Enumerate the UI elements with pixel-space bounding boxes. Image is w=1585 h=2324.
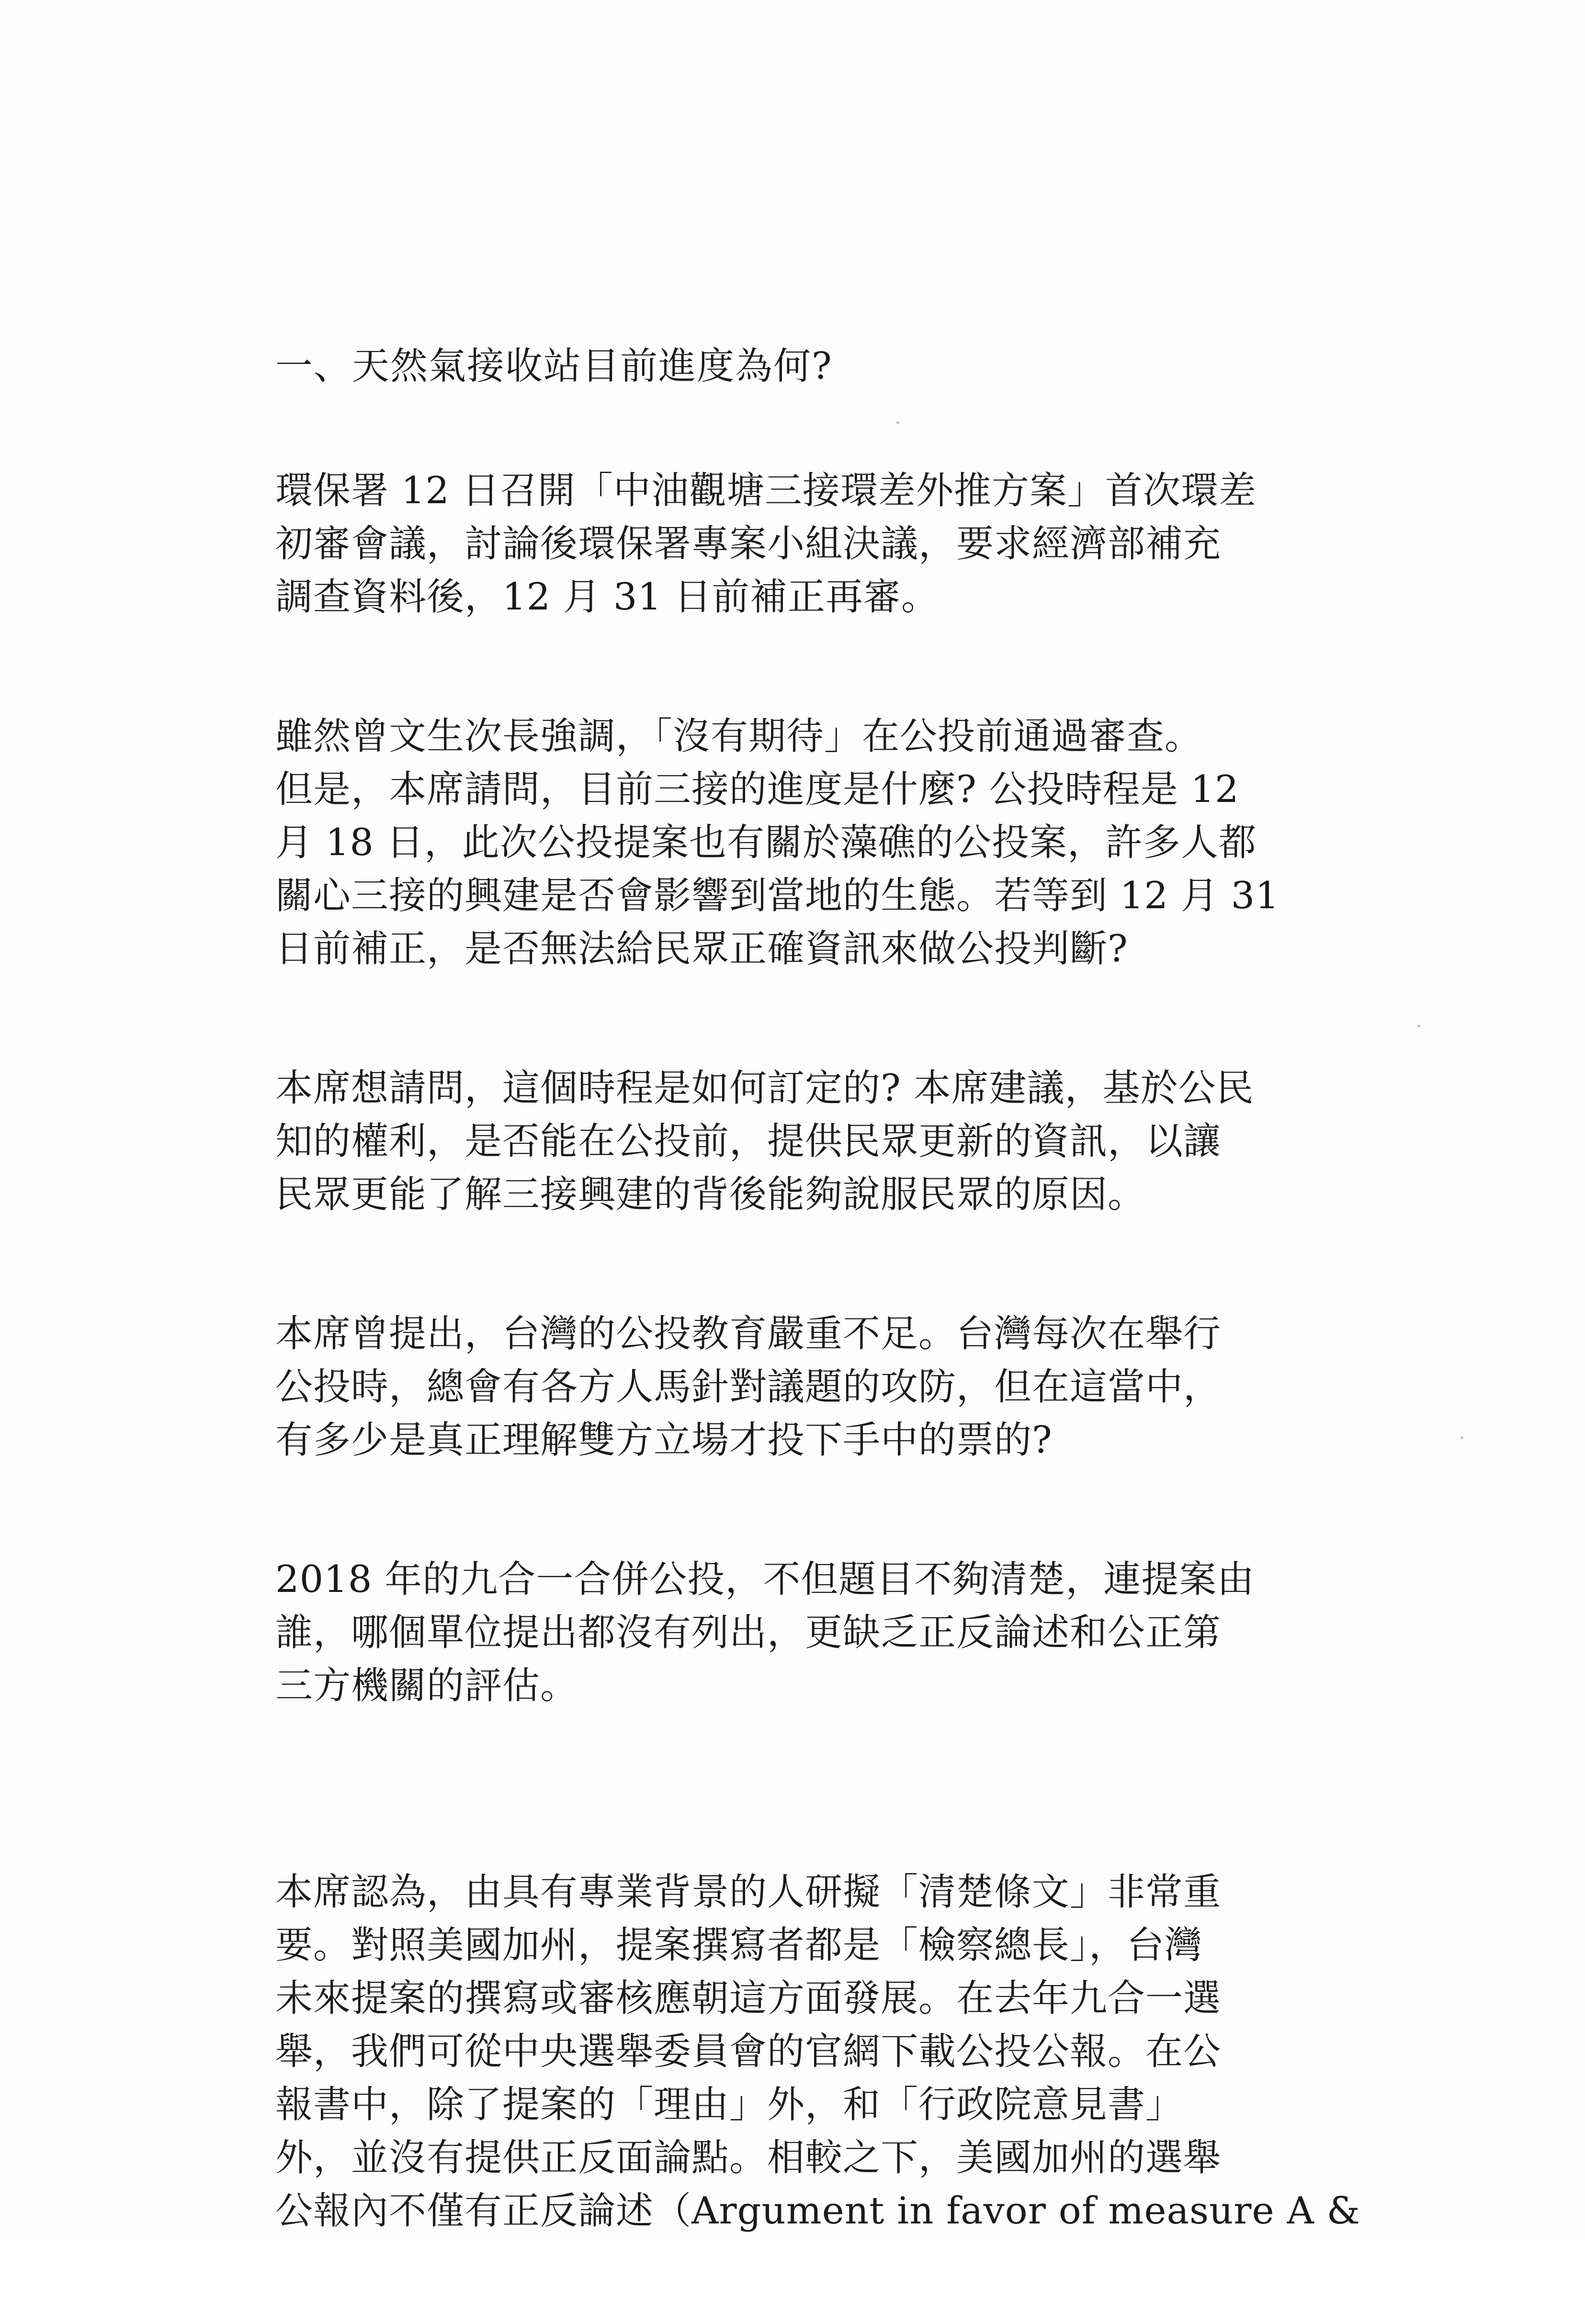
text-line: 三方機關的評估。 (275, 1664, 578, 1707)
text-line: 舉，我們可從中央選舉委員會的官網下載公投公報。在公 (275, 2030, 1222, 2073)
section-heading: 一、天然氣接收站目前進度為何? (275, 345, 833, 388)
text-line: 未來提案的撰寫或審核應朝這方面發展。在去年九合一選 (275, 1977, 1222, 2020)
text-line: 要。對照美國加州，提案撰寫者都是「檢察總長」，台灣 (275, 1924, 1203, 1967)
text-line: 本席認為，由具有專業背景的人研擬「清楚條文」非常重 (275, 1871, 1222, 1914)
scan-speck (1460, 1436, 1463, 1439)
text-line: 調查資料後，12 月 31 日前補正再審。 (275, 575, 939, 619)
text-line: 但是，本席請問，目前三接的進度是什麼? 公投時程是 12 (275, 768, 1239, 811)
text-line: 環保署 12 日召開「中油觀塘三接環差外推方案」首次環差 (275, 469, 1257, 512)
text-line: 外，並沒有提供正反面論點。相較之下，美國加州的選舉 (275, 2136, 1222, 2179)
text-line: 有多少是真正理解雙方立場才投下手中的票的? (275, 1419, 1053, 1462)
text-line: 關心三接的興建是否會影響到當地的生態。若等到 12 月 31 (275, 874, 1279, 917)
text-line: 民眾更能了解三接興建的背後能夠說服民眾的原因。 (275, 1173, 1146, 1216)
document-body (275, 340, 1377, 2324)
text-line: 雖然曾文生次長強調，「沒有期待」在公投前通過審查。 (275, 715, 1203, 758)
text-line: 2018 年的九合一合併公投，不但題目不夠清楚，連提案由 (275, 1558, 1255, 1601)
paragraph-5 (275, 1553, 1377, 1713)
paragraph-3 (275, 1062, 1377, 1221)
text-line: 月 18 日，此次公投提案也有關於藻礁的公投案，許多人都 (275, 821, 1257, 864)
text-line: 知的權利，是否能在公投前，提供民眾更新的資訊，以讓 (275, 1120, 1222, 1163)
text-line: 誰，哪個單位提出都沒有列出，更缺乏正反論述和公正第 (275, 1611, 1222, 1654)
text-line: 公報內不僅有正反論述（Argument in favor of measure A & (275, 2189, 1361, 2233)
paragraph-2 (275, 710, 1377, 976)
scan-speck (1417, 1025, 1420, 1027)
paragraph-6 (275, 1866, 1377, 2238)
text-line: 初審會議，討論後環保署專案小組決議，要求經濟部補充 (275, 522, 1222, 565)
text-line: 日前補正，是否無法給民眾正確資訊來做公投判斷? (275, 927, 1128, 970)
text-line: 本席想請問，這個時程是如何訂定的? 本席建議，基於公民 (275, 1067, 1254, 1110)
text-line: 本席曾提出，台灣的公投教育嚴重不足。台灣每次在舉行 (275, 1312, 1222, 1355)
paragraph-1 (275, 464, 1377, 624)
text-line: 公投時，總會有各方人馬針對議題的攻防，但在這當中， (275, 1365, 1222, 1409)
paragraph-4 (275, 1308, 1377, 1467)
text-line: 報書中，除了提案的「理由」外，和「行政院意見書」 (275, 2083, 1184, 2126)
